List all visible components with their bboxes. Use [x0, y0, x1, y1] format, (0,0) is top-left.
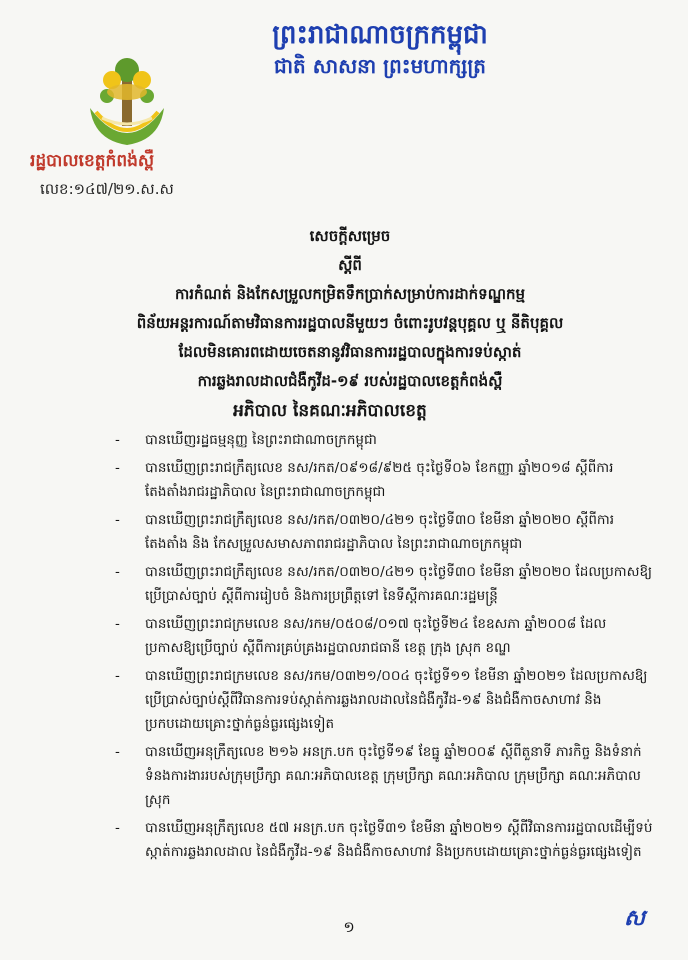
issuing-authority: អភិបាល នៃគណៈអភិបាលខេត្ត	[233, 401, 427, 421]
title-subject-line-4: ការឆ្លងរាលដាលជំងឺកូវីដ-១៩ របស់រដ្ឋបាលខេត្តកំពង់ស្ពឺ	[197, 372, 503, 390]
list-item	[115, 428, 655, 452]
national-motto: ជាតិ សាសនា ព្រះមហាក្សត្រ	[274, 54, 486, 78]
list-dash: -	[115, 512, 120, 528]
list-item	[115, 560, 655, 608]
list-item-text: បានឃើញអនុក្រឹត្យលេខ ២១៦ អនក្រ.បក ចុះថ្ងៃទី១៩ ខែធ្នូ ឆ្នាំ២០០៩ ស្តីពីតួនាទី ភារកិច្ច និងទំនាក់ទំនងការងាររបស់ក្រុមប្រឹក្សា គណៈអភិបាលខេត្ត ក្រុមប្រឹក្សា គណៈអភិបាល ក្រុមប្រឹក្សា គណៈអភិបាលស្រុក	[145, 744, 642, 808]
list-dash: -	[115, 564, 120, 580]
list-dash: -	[115, 668, 120, 684]
kingdom-title: ព្រះរាជាណាចក្រកម្ពុជា	[272, 20, 488, 50]
title-regarding: ស្តីពី	[338, 256, 362, 274]
list-item-text: បានឃើញព្រះរាជក្រឹត្យលេខ នស/រកត/០៩១៨/៩២៥ ចុះថ្ងៃទី០៦ ខែកញ្ញា ឆ្នាំ២០១៨ ស្តីពីការតែងតាំងរាជរដ្ឋាភិបាល នៃព្រះរាជាណាចក្រកម្ពុជា	[145, 460, 614, 500]
title-subject-line-1: ការកំណត់ និងកែសម្រួលកម្រិតទឹកប្រាក់សម្រាប់ការដាក់ទណ្ឌកម្ម	[174, 285, 526, 303]
list-item-text: បានឃើញព្រះរាជក្រឹត្យលេខ នស/រកត/០៣២០/៤២១ ចុះថ្ងៃទី៣០ ខែមីនា ឆ្នាំ២០២០ ដែលប្រកាសឱ្យប្រើប្រាស់ច្បាប់ ស្តីពីការរៀបចំ និងការប្រព្រឹត្តទៅ នៃទីស្តីការគណៈរដ្ឋមន្ត្រី	[145, 564, 653, 604]
list-item-text: បានឃើញព្រះរាជក្រឹត្យលេខ នស/រកត/០៣២០/៤២១ ចុះថ្ងៃទី៣០ ខែមីនា ឆ្នាំ២០២០ ស្តីពីការតែងតាំង និង កែសម្រួលសមាសភាពរាជរដ្ឋាភិបាល នៃព្រះរាជាណាចក្រកម្ពុជា	[145, 512, 615, 552]
list-dash: -	[115, 460, 120, 476]
handwritten-initial: ស	[624, 906, 645, 931]
issuing-administration: រដ្ឋបាលខេត្តកំពង់ស្ពឺ	[30, 151, 155, 171]
page-number: ១	[343, 918, 355, 936]
decision-title-block	[70, 222, 630, 396]
list-item	[115, 612, 655, 660]
list-item-text: បានឃើញព្រះរាជក្រមលេខ នស/រកម/០៣២១/០០៤ ចុះថ្ងៃទី១១ ខែមីនា ឆ្នាំ២០២១ ដែលប្រកាសឱ្យប្រើប្រាស់ច្បាប់ស្តីពីវិធានការទប់ស្កាត់ការឆ្លងរាលដាលនៃជំងឺកូវីដ-១៩ និងជំងឺកាចសាហាវ និងប្រកបដោយគ្រោះថ្នាក់ធ្ងន់ធ្ងរផ្សេងទៀត	[145, 668, 648, 732]
list-item	[115, 456, 655, 504]
list-item-text: បានឃើញរដ្ឋធម្មនុញ្ញ នៃព្រះរាជាណាចក្រកម្ពុជា	[145, 432, 377, 448]
list-item-text: បានឃើញព្រះរាជក្រមលេខ នស/រកម/០៥០៨/០១៧ ចុះថ្ងៃទី២៤ ខែឧសភា ឆ្នាំ២០០៨ ដែលប្រកាសឱ្យប្រើច្បាប់ ស្តីពីការគ្រប់គ្រងរដ្ឋបាលរាជធានី ខេត្ត ក្រុង ស្រុក ខណ្ឌ	[145, 616, 607, 656]
list-dash: -	[115, 432, 120, 448]
list-item-text: បានឃើញអនុក្រឹត្យលេខ ៥៧ អនក្រ.បក ចុះថ្ងៃទី៣១ ខែមីនា ឆ្នាំ២០២១ ស្តីពីវិធានការរដ្ឋបាលដើម្បីទប់ស្កាត់ការឆ្លងរាលដាល នៃជំងឺកូវីដ-១៩ និងជំងឺកាចសាហាវ និងប្រកបដោយគ្រោះថ្នាក់ធ្ងន់ធ្ងរផ្សេងទៀត	[145, 820, 653, 860]
title-decision: សេចក្តីសម្រេច	[309, 227, 391, 245]
title-subject-line-3: ដែលមិនគោរពដោយចេតនានូវវិធានការរដ្ឋបាលក្នុងការទប់ស្កាត់	[178, 343, 522, 361]
legal-basis-list	[115, 428, 655, 868]
list-item	[115, 816, 655, 864]
list-item	[115, 664, 655, 736]
reference-number: លេខ:១៤៧/២១.ស.ស	[40, 180, 174, 198]
kingdom-header	[215, 18, 545, 80]
provincial-emblem-logo	[82, 48, 172, 148]
list-dash: -	[115, 744, 120, 760]
list-item	[115, 508, 655, 556]
list-dash: -	[115, 820, 120, 836]
list-dash: -	[115, 616, 120, 632]
title-subject-line-2: ពិន័យអន្តរការណ៍តាមវិធានការរដ្ឋបាលនីមួយៗ ចំពោះរូបវន្តបុគ្គល ឬ នីតិបុគ្គល	[136, 314, 564, 332]
list-item	[115, 740, 655, 812]
